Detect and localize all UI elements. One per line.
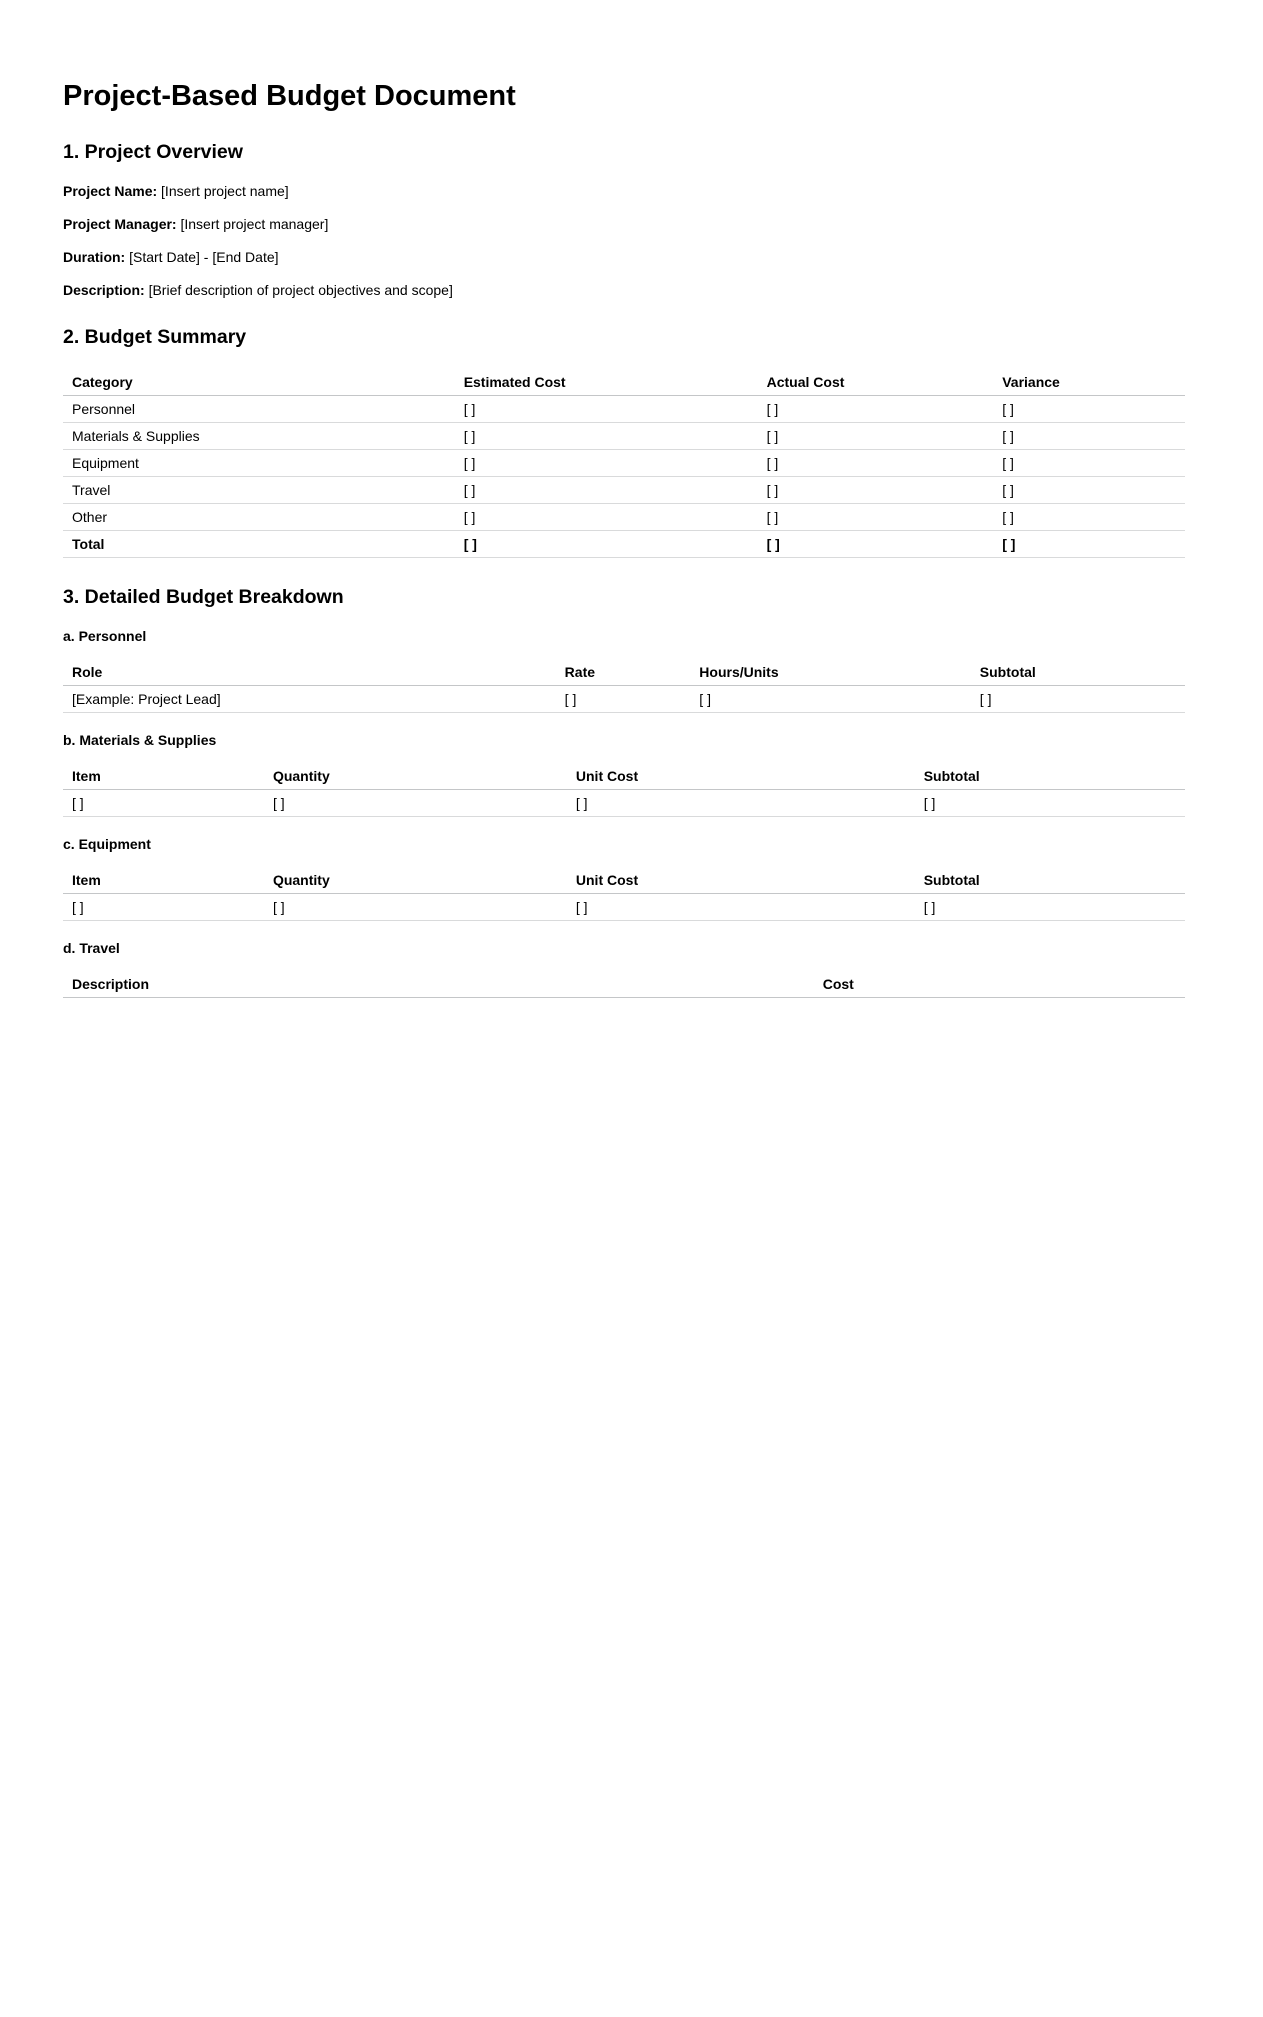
table-cell: [ ]: [759, 423, 995, 450]
table-cell: [ ]: [916, 894, 1185, 921]
table-cell: [ ]: [972, 686, 1185, 713]
column-header: Unit Cost: [568, 866, 916, 894]
field-duration: [63, 249, 1185, 265]
table-row: [63, 686, 1185, 713]
column-header: Category: [63, 368, 456, 396]
column-header: Variance: [994, 368, 1185, 396]
table-header-row: [63, 368, 1185, 396]
column-header: Rate: [557, 658, 692, 686]
table-row: [63, 790, 1185, 817]
table-cell: [ ]: [568, 790, 916, 817]
table-cell: Other: [63, 504, 456, 531]
table-header-row: [63, 970, 1185, 998]
table-cell: [ ]: [916, 790, 1185, 817]
field-value: [Insert project manager]: [180, 216, 329, 232]
table-header-row: [63, 658, 1185, 686]
table-cell: [ ]: [994, 396, 1185, 423]
subsection-heading-personnel: a. Personnel: [63, 628, 147, 644]
subsection-heading-materials-supplies: b. Materials & Supplies: [63, 732, 217, 748]
table-cell: [ ]: [994, 450, 1185, 477]
table-header-row: [63, 866, 1185, 894]
table-cell: [ ]: [759, 396, 995, 423]
table-cell: [ ]: [456, 504, 759, 531]
column-header: Subtotal: [916, 762, 1185, 790]
table-cell: [ ]: [994, 504, 1185, 531]
equipment-table: [63, 866, 1185, 921]
budget-summary-table: [63, 368, 1185, 558]
field-value: [Brief description of project objectives and scope]: [148, 282, 453, 298]
table-row: [63, 477, 1185, 504]
table-cell: [ ]: [994, 531, 1185, 558]
table-cell: [ ]: [994, 423, 1185, 450]
section-heading-detailed-breakdown: 3. Detailed Budget Breakdown: [63, 586, 344, 608]
table-cell: [ ]: [456, 396, 759, 423]
column-header: Subtotal: [916, 866, 1185, 894]
table-cell: [ ]: [691, 686, 972, 713]
field-project-manager: [63, 216, 1185, 232]
table-cell: [ ]: [759, 477, 995, 504]
table-header-row: [63, 762, 1185, 790]
table-cell: [ ]: [456, 423, 759, 450]
personnel-table: [63, 658, 1185, 713]
table-cell: [Example: Project Lead]: [63, 686, 557, 713]
column-header: Description: [63, 970, 815, 998]
table-row: [63, 423, 1185, 450]
table-cell: [ ]: [759, 504, 995, 531]
table-cell: [ ]: [63, 790, 265, 817]
table-cell: [ ]: [759, 450, 995, 477]
table-cell: [ ]: [456, 450, 759, 477]
column-header: Item: [63, 762, 265, 790]
subsection-heading-travel: d. Travel: [63, 940, 120, 956]
table-cell: [ ]: [265, 894, 568, 921]
section-heading-project-overview: 1. Project Overview: [63, 141, 243, 163]
table-cell: Travel: [63, 477, 456, 504]
table-cell: [ ]: [265, 790, 568, 817]
column-header: Actual Cost: [759, 368, 995, 396]
travel-table: [63, 970, 1185, 998]
column-header: Quantity: [265, 866, 568, 894]
column-header: Role: [63, 658, 557, 686]
table-row: [63, 894, 1185, 921]
table-cell: [ ]: [456, 477, 759, 504]
table-row: [63, 504, 1185, 531]
field-label: Project Manager:: [63, 216, 177, 232]
column-header: Cost: [815, 970, 1185, 998]
table-cell: Personnel: [63, 396, 456, 423]
table-cell: Total: [63, 531, 456, 558]
table-cell: [ ]: [994, 477, 1185, 504]
table-row: [63, 450, 1185, 477]
field-label: Duration:: [63, 249, 126, 265]
page-title: Project-Based Budget Document: [63, 80, 516, 112]
field-value: [Start Date] - [End Date]: [129, 249, 279, 265]
table-cell: Equipment: [63, 450, 456, 477]
field-label: Description:: [63, 282, 145, 298]
column-header: Quantity: [265, 762, 568, 790]
table-cell: [ ]: [568, 894, 916, 921]
table-cell: [ ]: [759, 531, 995, 558]
table-total-row: [63, 531, 1185, 558]
table-cell: [ ]: [557, 686, 692, 713]
field-description: [63, 282, 1185, 298]
field-project-name: [63, 183, 1185, 199]
column-header: Unit Cost: [568, 762, 916, 790]
table-cell: [ ]: [456, 531, 759, 558]
column-header: Hours/Units: [691, 658, 972, 686]
field-label: Project Name:: [63, 183, 158, 199]
column-header: Subtotal: [972, 658, 1185, 686]
table-row: [63, 396, 1185, 423]
materials-supplies-table: [63, 762, 1185, 817]
subsection-heading-equipment: c. Equipment: [63, 836, 151, 852]
column-header: Estimated Cost: [456, 368, 759, 396]
column-header: Item: [63, 866, 265, 894]
section-heading-budget-summary: 2. Budget Summary: [63, 326, 247, 348]
table-cell: [ ]: [63, 894, 265, 921]
field-value: [Insert project name]: [161, 183, 289, 199]
table-cell: Materials & Supplies: [63, 423, 456, 450]
